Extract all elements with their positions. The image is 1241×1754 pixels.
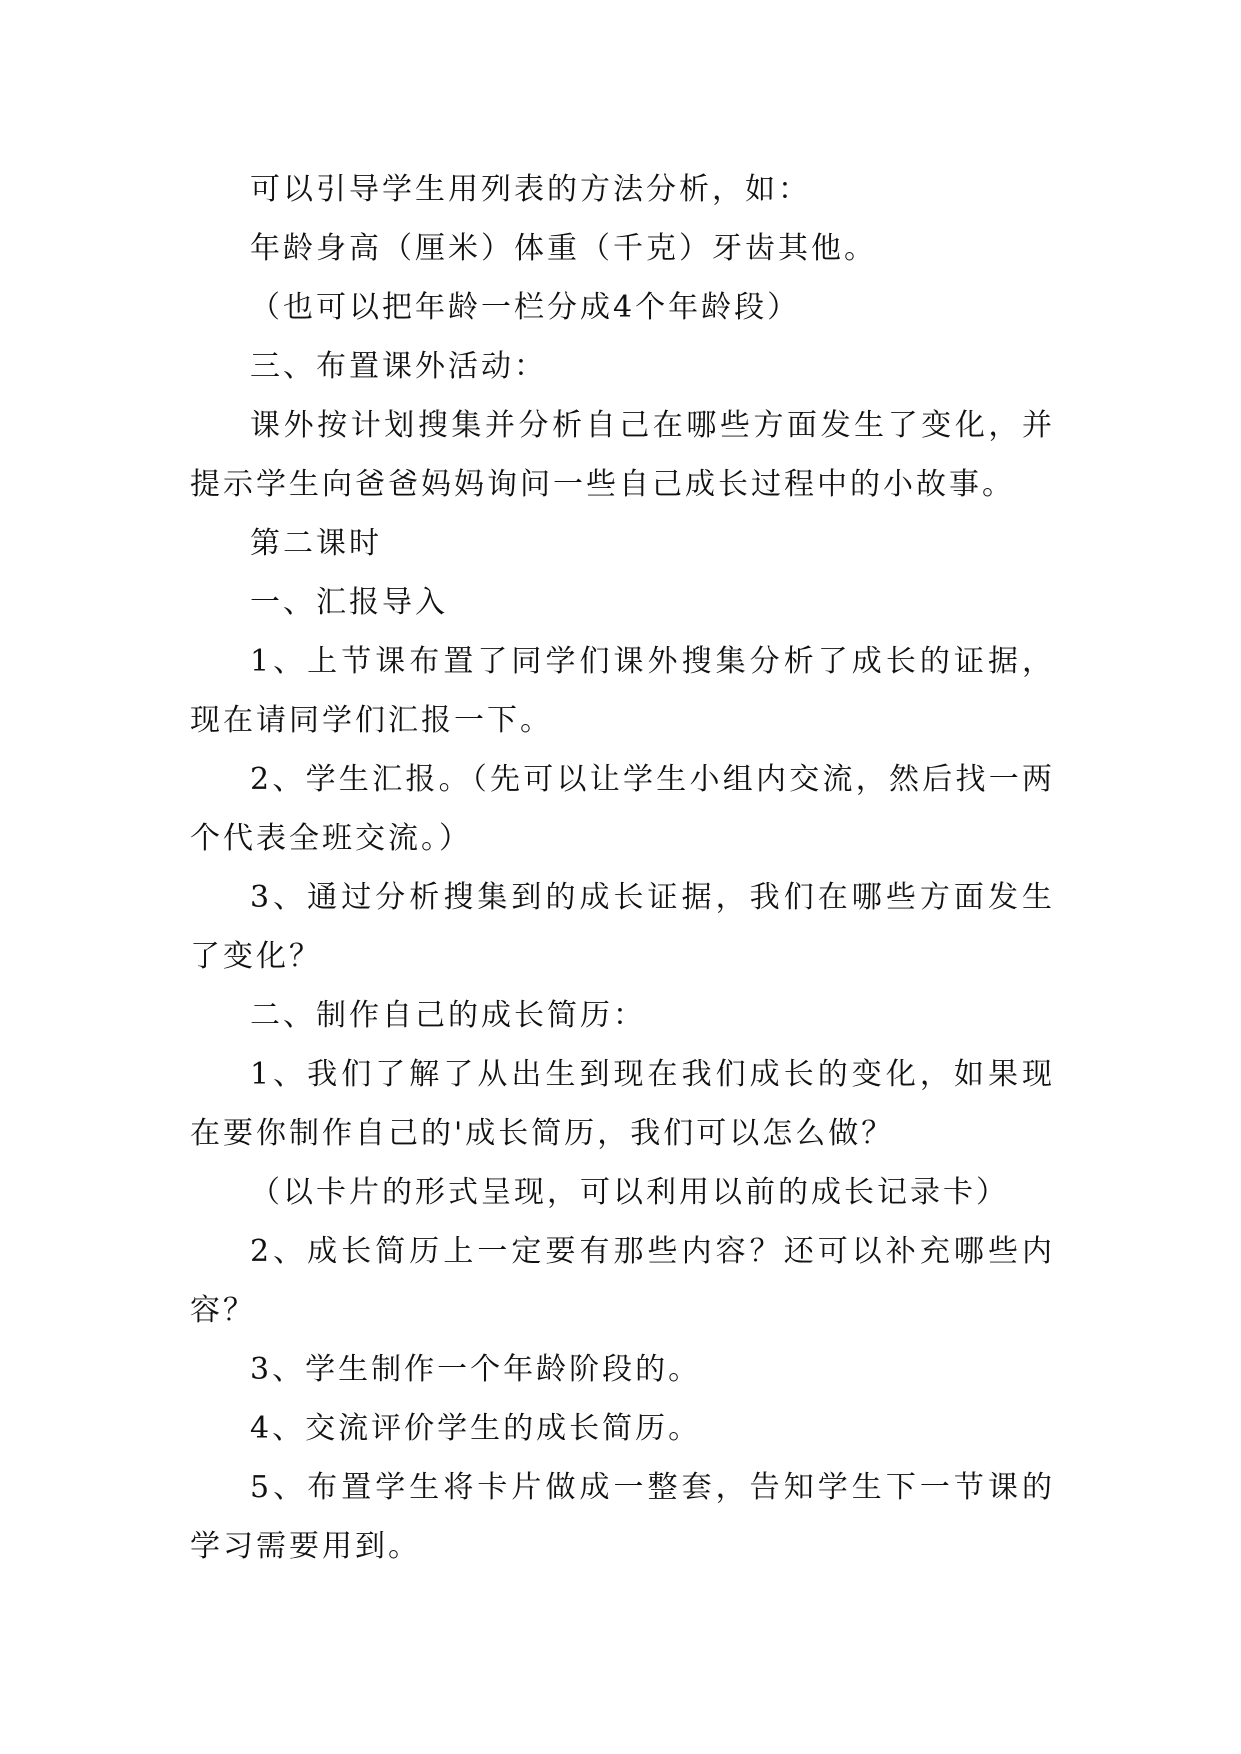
document-body: [190, 160, 1055, 1576]
paragraph-1: 可以引导学生用列表的方法分析，如：: [250, 172, 811, 207]
paragraph-5: 课外按计划搜集并分析自己在哪些方面发生了变化，并提示学生向爸爸妈妈询问一些自己成长过程中的小故事。: [190, 408, 1055, 502]
paragraph-11: 二、制作自己的成长简历：: [250, 998, 646, 1033]
paragraph-15: 3、学生制作一个年龄阶段的。: [250, 1352, 702, 1387]
paragraph-3: （也可以把年龄一栏分成4个年龄段）: [250, 290, 801, 325]
paragraph-14: 2、成长简历上一定要有那些内容？还可以补充哪些内容？: [190, 1234, 1055, 1328]
paragraph-10: 3、通过分析搜集到的成长证据，我们在哪些方面发生了变化？: [190, 880, 1055, 974]
paragraph-12: 1、我们了解了从出生到现在我们成长的变化，如果现在要你制作自己的'成长简历，我们可以怎么做？: [190, 1057, 1055, 1151]
paragraph-9: 2、学生汇报。（先可以让学生小组内交流，然后找一两个代表全班交流。）: [190, 762, 1055, 856]
paragraph-16: 4、交流评价学生的成长简历。: [250, 1411, 702, 1446]
paragraph-6: 第二课时: [250, 526, 382, 561]
paragraph-7: 一、汇报导入: [250, 585, 448, 620]
paragraph-4: 三、布置课外活动：: [250, 349, 547, 384]
paragraph-17: 5、布置学生将卡片做成一整套，告知学生下一节课的学习需要用到。: [190, 1470, 1055, 1564]
paragraph-2: 年龄身高（厘米）体重（千克）牙齿其他。: [250, 231, 877, 266]
paragraph-8: 1、上节课布置了同学们课外搜集分析了成长的证据，现在请同学们汇报一下。: [190, 644, 1055, 738]
paragraph-13: （以卡片的形式呈现，可以利用以前的成长记录卡）: [250, 1175, 1009, 1210]
